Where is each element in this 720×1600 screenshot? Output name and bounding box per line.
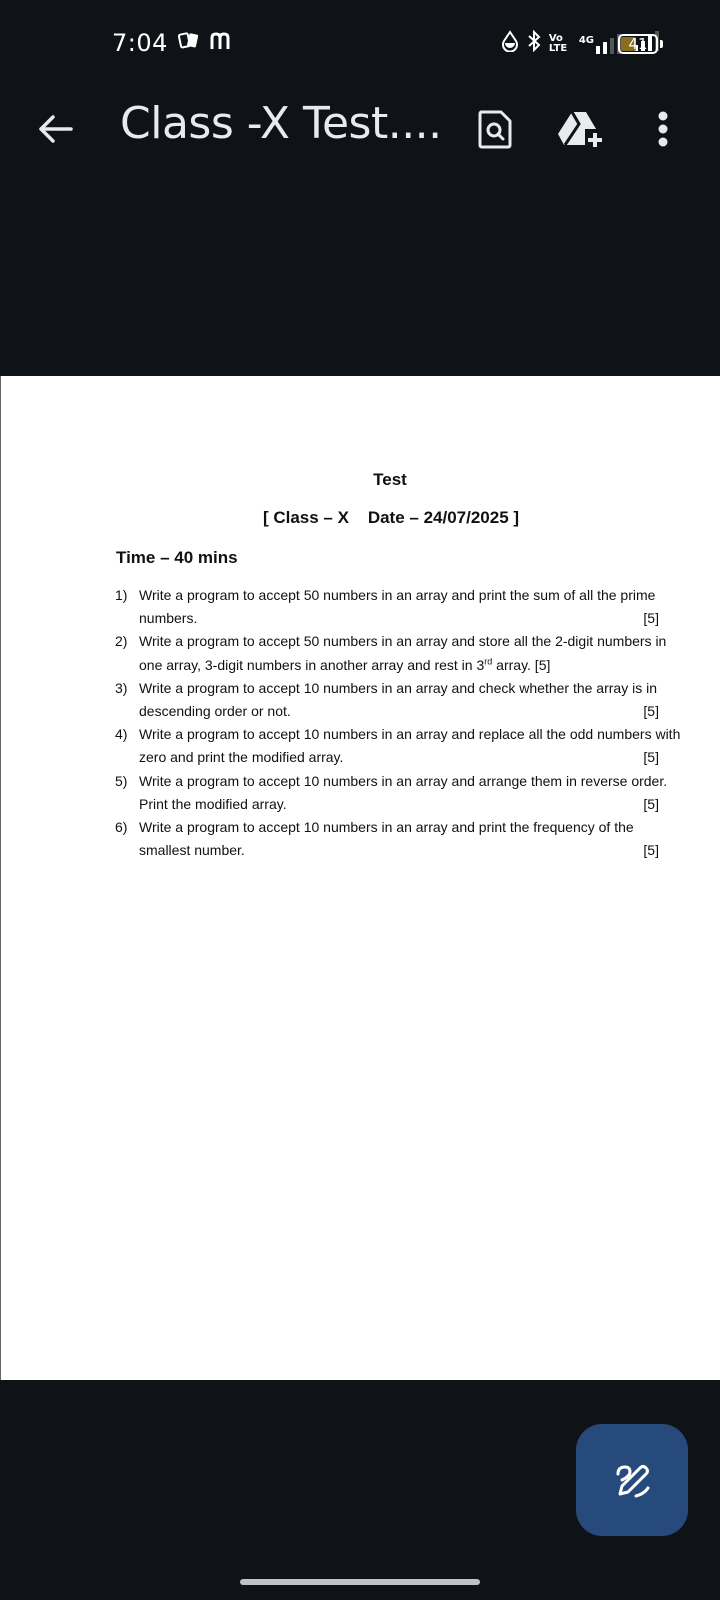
battery-tip xyxy=(660,40,663,48)
document-time: Time – 40 mins xyxy=(116,548,238,567)
question-marks: [5] xyxy=(643,842,659,859)
document-class-date: [ Class – X Date – 24/07/2025 ] xyxy=(262,508,520,527)
find-in-page-icon xyxy=(477,109,513,149)
question-item xyxy=(115,770,685,816)
question-item xyxy=(115,816,685,862)
question-text-part: Write a program to accept 50 numbers in an array and store all the 2-digit numbers in one array, 3-digit numbers in another array and rest in 3 xyxy=(139,633,667,673)
question-item xyxy=(115,584,685,630)
volte-icon xyxy=(549,34,571,54)
battery-icon xyxy=(618,34,658,54)
question-text: Write a program to accept 10 numbers in an array and replace all the odd numbers with zero and print the modified array. xyxy=(139,726,681,766)
add-to-drive-icon xyxy=(557,109,605,149)
edit-pen-icon xyxy=(610,1458,654,1502)
volte-label: Vo LTE xyxy=(548,32,568,54)
question-text: Write a program to accept 10 numbers in an array and check whether the array is in descending order or not. xyxy=(139,679,657,720)
document-heading: Test xyxy=(373,470,407,489)
more-vert-icon xyxy=(657,111,669,147)
question-text: Write a program to accept 10 numbers in an array and arrange them in reverse order. Print the modified array. xyxy=(139,772,668,812)
question-item xyxy=(115,677,685,723)
question-item xyxy=(115,630,685,676)
question-item xyxy=(115,723,685,769)
bluetooth-icon xyxy=(527,30,541,57)
question-number: 2) xyxy=(115,633,128,650)
back-button[interactable] xyxy=(30,104,80,154)
more-options-button[interactable] xyxy=(638,104,688,154)
question-text-superscript: rd xyxy=(484,655,493,666)
question-marks: [5] xyxy=(643,795,659,812)
find-in-page-button[interactable] xyxy=(470,104,520,154)
gesture-nav-handle[interactable] xyxy=(240,1579,480,1585)
document-title: Class -X Test.... xyxy=(120,98,442,149)
status-left-icons xyxy=(178,32,234,55)
battery-level: 41 xyxy=(628,35,648,53)
document-page[interactable] xyxy=(0,376,720,1380)
alarm-drop-icon xyxy=(501,30,519,57)
question-number: 6) xyxy=(115,819,128,836)
add-to-drive-button[interactable] xyxy=(556,104,606,154)
question-number: 1) xyxy=(115,587,128,603)
question-text: Write a program to accept 50 numbers in an array and print the sum of all the prime numbers. xyxy=(139,587,656,627)
question-text xyxy=(139,633,666,672)
question-number: 4) xyxy=(115,726,128,743)
status-bar xyxy=(0,0,720,90)
arrow-back-icon xyxy=(37,114,73,144)
network-label: 4G xyxy=(578,34,594,46)
question-marks: [5] xyxy=(643,703,659,720)
question-number: 5) xyxy=(115,772,128,789)
cards-notification-icon xyxy=(178,32,200,55)
question-text: Write a program to accept 10 numbers in an array and print the frequency of the smallest number. xyxy=(139,819,634,859)
question-number: 3) xyxy=(115,679,128,696)
m-app-notification-icon xyxy=(210,32,234,55)
status-time: 7:04 xyxy=(112,29,168,57)
app-bar xyxy=(0,90,720,166)
question-list xyxy=(115,584,685,862)
question-text-part: array. [5] xyxy=(492,656,551,673)
question-marks: [5] xyxy=(643,610,659,627)
edit-fab-button[interactable] xyxy=(576,1424,688,1536)
question-marks: [5] xyxy=(643,749,659,766)
